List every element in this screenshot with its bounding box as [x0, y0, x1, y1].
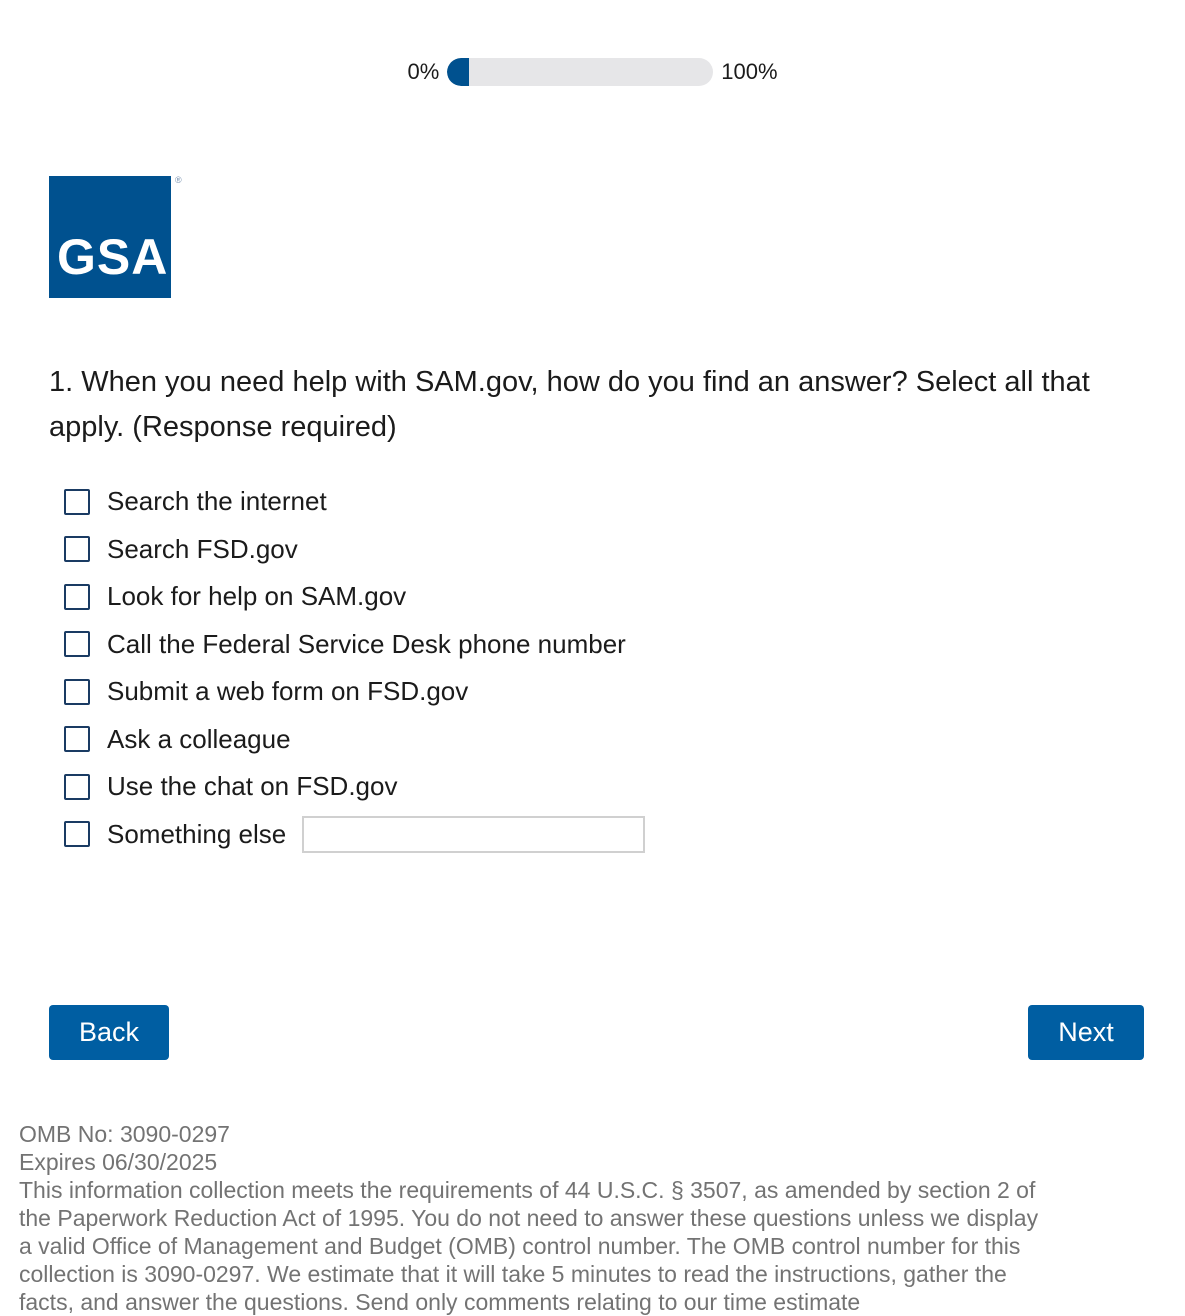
- progress-bar: [447, 58, 713, 86]
- option-search-fsd[interactable]: [64, 526, 645, 574]
- registered-mark: ®: [175, 175, 182, 185]
- option-label[interactable]: Ask a colleague: [107, 723, 291, 754]
- back-button[interactable]: Back: [49, 1005, 169, 1060]
- option-label[interactable]: Submit a web form on FSD.gov: [107, 676, 469, 707]
- checkbox[interactable]: [64, 489, 90, 515]
- paperwork-notice: This information collection meets the requirements of 44 U.S.C. § 3507, as amended by section 2 of the Paperwork Reduction Act of 1995. You do not need to answer these questions unless we display a valid Office of Management and Budget (OMB) control number. The OMB control number for this collection is 3090-0297. We estimate that it will take 5 minutes to read the instructions, gather the facts, and answer the questions. Send only comments relating to our time estimate: [19, 1177, 1039, 1315]
- option-web-form[interactable]: [64, 668, 645, 716]
- checkbox[interactable]: [64, 774, 90, 800]
- checkbox[interactable]: [64, 536, 90, 562]
- question-text: 1. When you need help with SAM.gov, how do you find an answer? Select all that apply. (Response required): [49, 366, 1090, 443]
- option-call-fsd[interactable]: [64, 621, 645, 669]
- checkbox[interactable]: [64, 679, 90, 705]
- options-list: [64, 478, 645, 858]
- expiry-date: Expires 06/30/2025: [19, 1149, 218, 1175]
- option-help-sam[interactable]: [64, 573, 645, 621]
- checkbox[interactable]: [64, 631, 90, 657]
- option-colleague[interactable]: [64, 716, 645, 764]
- checkbox[interactable]: [64, 584, 90, 610]
- progress-max-label: 100%: [721, 59, 778, 84]
- checkbox[interactable]: [64, 726, 90, 752]
- next-button[interactable]: Next: [1028, 1005, 1144, 1060]
- progress-min-label: 0%: [407, 59, 440, 84]
- progress-fill: [447, 58, 468, 86]
- checkbox[interactable]: [64, 821, 90, 847]
- option-label[interactable]: Use the chat on FSD.gov: [107, 771, 398, 802]
- option-label[interactable]: Look for help on SAM.gov: [107, 581, 407, 612]
- option-label[interactable]: Search FSD.gov: [107, 533, 298, 564]
- option-search-internet[interactable]: [64, 478, 645, 526]
- something-else-input[interactable]: [302, 816, 645, 853]
- gsa-logo: [49, 176, 171, 298]
- logo-text: GSA: [57, 229, 169, 285]
- omb-number: OMB No: 3090-0297: [19, 1121, 230, 1147]
- option-label[interactable]: Call the Federal Service Desk phone number: [107, 628, 626, 659]
- option-something-else[interactable]: [64, 811, 645, 859]
- option-chat[interactable]: [64, 763, 645, 811]
- progress-indicator: [0, 58, 1185, 86]
- option-label[interactable]: Search the internet: [107, 486, 327, 517]
- omb-footer: [19, 1120, 1049, 1316]
- option-label[interactable]: Something else: [107, 818, 287, 849]
